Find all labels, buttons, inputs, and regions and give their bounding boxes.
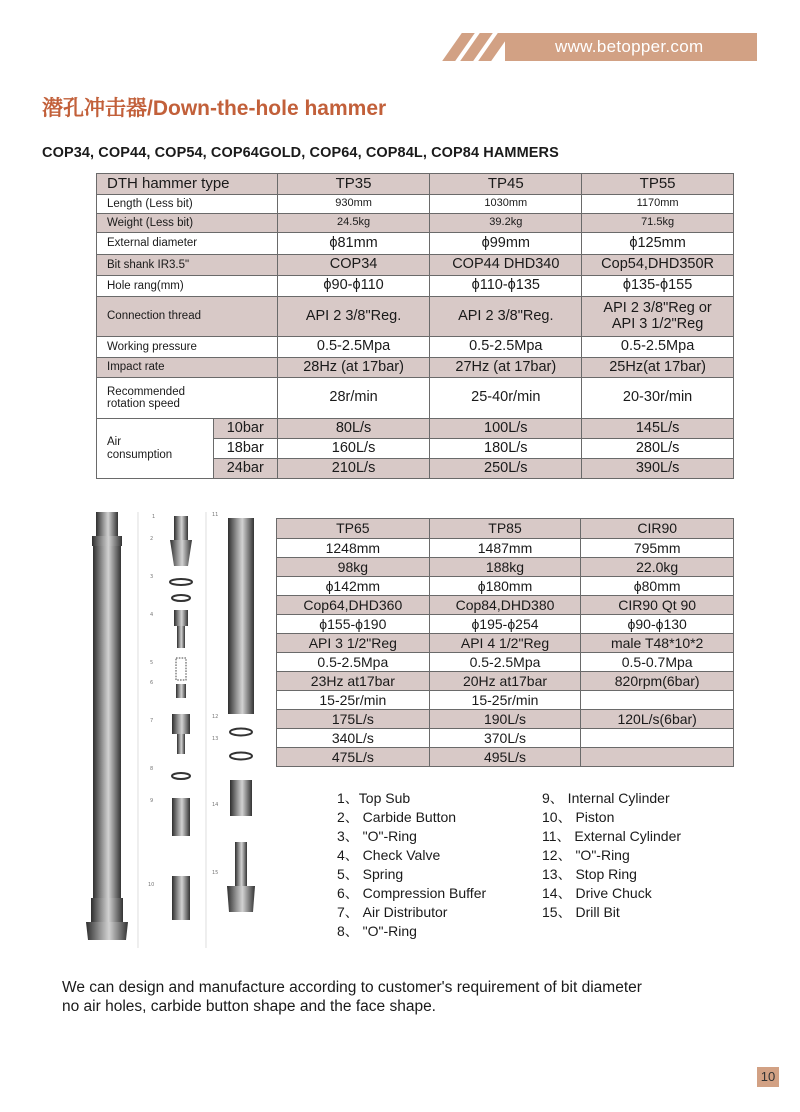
- value-cell: API 2 3/8"Reg.: [277, 297, 430, 337]
- model-cell: CIR90: [581, 519, 734, 539]
- figure-label: 10: [148, 882, 155, 888]
- list-item: 3、 "O"-Ring: [337, 828, 417, 844]
- figure-label: 13: [212, 736, 219, 742]
- table-row: [277, 672, 734, 691]
- spec-table-1: [96, 173, 734, 479]
- value-cell: 15-25r/min: [429, 691, 581, 710]
- value-cell: [581, 729, 734, 748]
- value-cell: 145L/s: [582, 419, 734, 439]
- model-cell: TP85: [429, 519, 581, 539]
- table-row: [97, 297, 734, 337]
- parts-column-right: [227, 518, 255, 912]
- value-cell: 340L/s: [277, 729, 430, 748]
- value-cell: 475L/s: [277, 748, 430, 767]
- value-cell: 175L/s: [277, 710, 430, 729]
- list-item: 1、Top Sub: [337, 790, 411, 806]
- table-row: [97, 419, 734, 439]
- table-row: [97, 378, 734, 419]
- list-item: 9、 Internal Cylinder: [542, 790, 670, 806]
- table-row: [97, 337, 734, 358]
- value-cell: API 4 1/2"Reg: [429, 634, 581, 653]
- table-row: [277, 748, 734, 767]
- page-subtitle: COP34, COP44, COP54, COP64GOLD, COP64, COP84L, COP84 HAMMERS: [42, 145, 559, 161]
- value-cell: 390L/s: [582, 459, 734, 479]
- list-item: 6、 Compression Buffer: [337, 885, 487, 901]
- row-label-line: rotation speed: [107, 398, 180, 410]
- value-cell: ϕ135-ϕ155: [582, 276, 734, 297]
- model-cell: TP35: [277, 174, 430, 195]
- table-row: [97, 174, 734, 195]
- value-cell: male T48*10*2: [581, 634, 734, 653]
- value-cell: 495L/s: [429, 748, 581, 767]
- parts-legend-left: [337, 789, 486, 941]
- value-cell: CIR90 Qt 90: [581, 596, 734, 615]
- value-cell: 22.0kg: [581, 558, 734, 577]
- value-cell: ϕ80mm: [581, 577, 734, 596]
- value-cell: 160L/s: [277, 439, 430, 459]
- value-cell: 25-40r/min: [430, 378, 582, 419]
- figure-label: 7: [150, 718, 154, 724]
- value-cell: 23Hz at17bar: [277, 672, 430, 691]
- model-cell: TP65: [277, 519, 430, 539]
- list-item: 14、 Drive Chuck: [542, 885, 652, 901]
- pressure-cell: 18bar: [213, 439, 277, 459]
- figure-label: 2: [150, 536, 154, 542]
- row-label: Hole rang(mm): [97, 276, 278, 297]
- figure-label: 9: [150, 798, 154, 804]
- figure-label: 6: [150, 680, 154, 686]
- value-cell: ϕ90-ϕ110: [277, 276, 430, 297]
- list-item: 7、 Air Distributor: [337, 904, 448, 920]
- value-cell: 188kg: [429, 558, 581, 577]
- value-cell: COP34: [277, 255, 430, 276]
- model-cell: TP55: [582, 174, 734, 195]
- air-consumption-label: [97, 419, 214, 479]
- row-label: [97, 378, 278, 419]
- row-label-line: consumption: [107, 448, 173, 461]
- list-item: 5、 Spring: [337, 866, 404, 882]
- table-row: [277, 539, 734, 558]
- table-row: [97, 276, 734, 297]
- value-cell: 71.5kg: [582, 214, 734, 233]
- value-cell: 25Hz(at 17bar): [582, 358, 734, 378]
- page-number: 10: [757, 1067, 779, 1087]
- table-row: [277, 691, 734, 710]
- list-item: 13、 Stop Ring: [542, 866, 637, 882]
- value-cell: API 2 3/8"Reg.: [430, 297, 582, 337]
- figure-label: 5: [150, 660, 154, 666]
- table-row: [277, 596, 734, 615]
- parts-column-left: [170, 516, 192, 920]
- value-cell: 250L/s: [430, 459, 582, 479]
- value-cell: 28Hz (at 17bar): [277, 358, 430, 378]
- list-item: 11、 External Cylinder: [542, 828, 682, 844]
- value-cell: ϕ110-ϕ135: [430, 276, 582, 297]
- row-label: Connection thread: [97, 297, 278, 337]
- value-cell: API 3 1/2"Reg: [277, 634, 430, 653]
- pressure-cell: 10bar: [213, 419, 277, 439]
- value-cell: ϕ125mm: [582, 233, 734, 255]
- page-title: 潜孔冲击器/Down-the-hole hammer: [42, 97, 387, 120]
- figure-label: 15: [212, 870, 219, 876]
- row-label-line: Recommended: [107, 385, 185, 398]
- value-cell: 1248mm: [277, 539, 430, 558]
- value-cell: 280L/s: [582, 439, 734, 459]
- value-cell: COP44 DHD340: [430, 255, 582, 276]
- value-cell: ϕ195-ϕ254: [429, 615, 581, 634]
- header-cell: DTH hammer type: [97, 174, 278, 195]
- figure-label: 11: [212, 512, 219, 518]
- value-cell: ϕ180mm: [429, 577, 581, 596]
- value-cell: Cop84,DHD380: [429, 596, 581, 615]
- list-item: 2、 Carbide Button: [337, 809, 457, 825]
- table-row: [97, 358, 734, 378]
- row-label-line: Air: [107, 436, 122, 449]
- value-line: API 2 3/8"Reg or: [603, 300, 712, 317]
- figure-label: 3: [150, 574, 154, 580]
- figure-label: 8: [150, 766, 154, 772]
- value-cell: 100L/s: [430, 419, 582, 439]
- row-label: Bit shank IR3.5": [97, 255, 278, 276]
- value-cell: 120L/s(6bar): [581, 710, 734, 729]
- value-cell: 0.5-2.5Mpa: [429, 653, 581, 672]
- note-line: We can design and manufacture according to customer's requirement of bit diameter: [62, 979, 642, 996]
- value-cell: 0.5-2.5Mpa: [277, 337, 430, 358]
- value-cell: 370L/s: [429, 729, 581, 748]
- list-item: 10、 Piston: [542, 809, 615, 825]
- list-item: 15、 Drill Bit: [542, 904, 620, 920]
- list-item: 8、 "O"-Ring: [337, 923, 417, 939]
- value-cell: 0.5-2.5Mpa: [430, 337, 582, 358]
- value-cell: 20Hz at17bar: [429, 672, 581, 691]
- row-label: Weight (Less bit): [97, 214, 278, 233]
- value-cell: 24.5kg: [277, 214, 430, 233]
- spec-table-2: [276, 518, 734, 767]
- value-cell: 28r/min: [277, 378, 430, 419]
- value-cell: 820rpm(6bar): [581, 672, 734, 691]
- figure-label: 1: [152, 514, 156, 520]
- value-cell: Cop64,DHD360: [277, 596, 430, 615]
- value-cell: 210L/s: [277, 459, 430, 479]
- list-item: 12、 "O"-Ring: [542, 847, 630, 863]
- table-row: [277, 519, 734, 539]
- row-label: Impact rate: [97, 358, 278, 378]
- value-cell: 1487mm: [429, 539, 581, 558]
- value-cell: ϕ155-ϕ190: [277, 615, 430, 634]
- value-cell: 0.5-0.7Mpa: [581, 653, 734, 672]
- row-label: Working pressure: [97, 337, 278, 358]
- value-cell: 1030mm: [430, 195, 582, 214]
- table-row: [277, 729, 734, 748]
- figure-label: 12: [212, 714, 219, 720]
- value-cell: 180L/s: [430, 439, 582, 459]
- footer-note: [62, 978, 642, 1016]
- value-cell: ϕ90-ϕ130: [581, 615, 734, 634]
- table-row: [97, 233, 734, 255]
- hammer-exploded-figure: [78, 508, 278, 953]
- value-cell: ϕ99mm: [430, 233, 582, 255]
- value-cell: ϕ81mm: [277, 233, 430, 255]
- table-row: [277, 615, 734, 634]
- value-cell: 39.2kg: [430, 214, 582, 233]
- table-row: [277, 634, 734, 653]
- table-row: [97, 195, 734, 214]
- value-line: API 3 1/2"Reg: [611, 315, 704, 332]
- table-row: [277, 577, 734, 596]
- value-cell: 98kg: [277, 558, 430, 577]
- pressure-cell: 24bar: [213, 459, 277, 479]
- value-cell: 15-25r/min: [277, 691, 430, 710]
- assembled-hammer: [86, 512, 128, 940]
- value-cell: 20-30r/min: [582, 378, 734, 419]
- note-line: no air holes, carbide button shape and the face shape.: [62, 998, 436, 1015]
- model-cell: TP45: [430, 174, 582, 195]
- value-cell: [581, 691, 734, 710]
- table-row: [97, 255, 734, 276]
- value-cell: 27Hz (at 17bar): [430, 358, 582, 378]
- row-label: External diameter: [97, 233, 278, 255]
- value-cell: 190L/s: [429, 710, 581, 729]
- header-url[interactable]: www.betopper.com: [555, 37, 704, 56]
- table-row: [277, 653, 734, 672]
- table-row: [277, 710, 734, 729]
- value-cell: ϕ142mm: [277, 577, 430, 596]
- table-row: [277, 558, 734, 577]
- list-item: 4、 Check Valve: [337, 847, 441, 863]
- value-cell: Cop54,DHD350R: [582, 255, 734, 276]
- value-cell: 930mm: [277, 195, 430, 214]
- value-cell: 795mm: [581, 539, 734, 558]
- value-cell: 0.5-2.5Mpa: [277, 653, 430, 672]
- value-cell: 1170mm: [582, 195, 734, 214]
- value-cell: 0.5-2.5Mpa: [582, 337, 734, 358]
- table-row: [97, 214, 734, 233]
- value-cell: 80L/s: [277, 419, 430, 439]
- figure-label: 14: [212, 802, 219, 808]
- figure-label: 4: [150, 612, 154, 618]
- value-cell: [582, 297, 734, 337]
- parts-legend-right: [542, 789, 681, 922]
- row-label: Length (Less bit): [97, 195, 278, 214]
- value-cell: [581, 748, 734, 767]
